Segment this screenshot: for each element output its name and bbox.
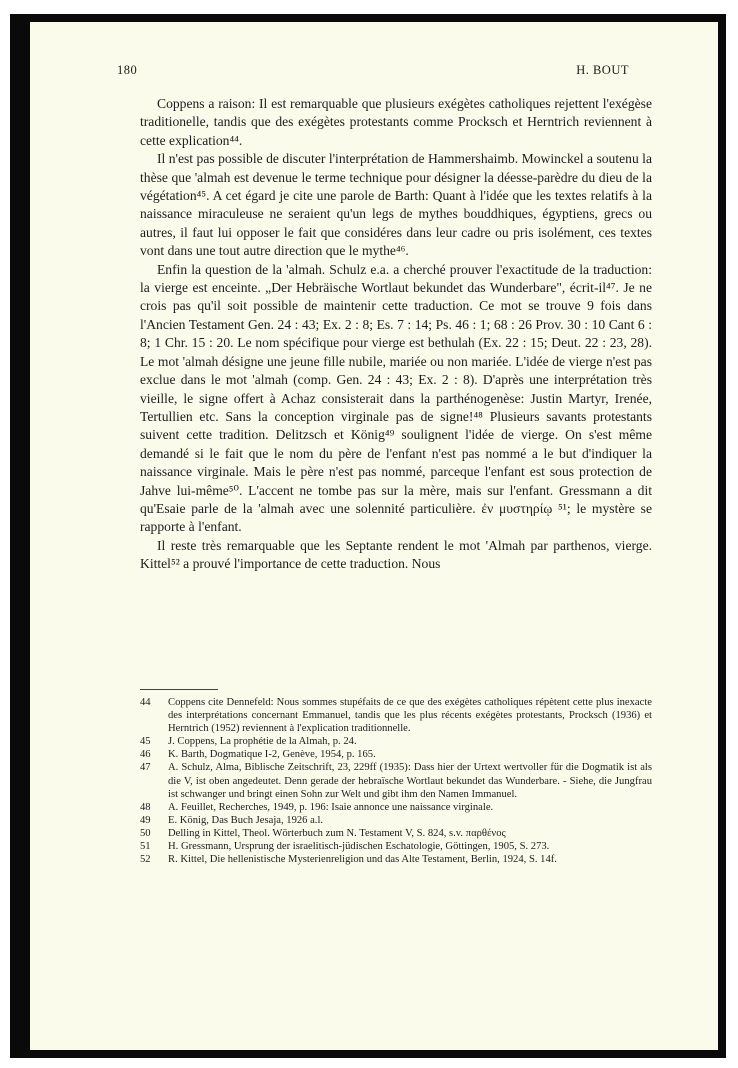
footnote-number: 47 bbox=[140, 762, 151, 774]
scan-border-left bbox=[10, 14, 30, 1058]
footnote-text: J. Coppens, La prophétie de la Almah, p. 24. bbox=[168, 736, 357, 748]
paragraph-coppens: Coppens a raison: Il est remarquable que plusieurs exégètes catholiques rejettent l'exégèse traditionelle, tandis que des exégètes protestants comme Procksch et Herntrich reviennent à cette explication⁴⁴. bbox=[140, 96, 652, 148]
scan-border-bottom bbox=[10, 1050, 726, 1058]
footnote-text: R. Kittel, Die hellenistische Mysterienreligion und das Alte Testament, Berlin, 1924, S. 14f. bbox=[168, 854, 557, 866]
footnote-text: E. König, Das Buch Jesaja, 1926 a.l. bbox=[168, 814, 324, 826]
footnote-number: 48 bbox=[140, 801, 151, 813]
page-number: 180 bbox=[117, 63, 138, 77]
footnote-text: A. Schulz, Alma, Biblische Zeitschrift, 23, 229ff (1935): Dass hier der Urtext wertvoller für die Dogmatik ist als die V, ist oben angedeutet. Denn gerade der hebraïsche Wortlaut bekundet das Wunderbare. - Siehe, die Jungfrau ist schwanger und bringt einen Sohn zur Welt und gibt ihm den Namen Immanuel. bbox=[168, 762, 652, 800]
footnote-text: K. Barth, Dogmatique I-2, Genève, 1954, p. 165. bbox=[168, 749, 376, 761]
footnote-text: A. Feuillet, Recherches, 1949, p. 196: Isaie annonce une naissance virginale. bbox=[168, 801, 494, 813]
footnote-number: 52 bbox=[140, 854, 151, 866]
paragraph-septante: Il reste très remarquable que les Septante rendent le mot 'Almah par parthenos, vierge. Kittel⁵² a prouvé l'importance de cette traduction. Nous bbox=[140, 537, 652, 572]
footnote bbox=[140, 853, 652, 866]
footnote bbox=[140, 827, 652, 840]
footnote bbox=[140, 696, 652, 735]
footnote-number: 49 bbox=[140, 814, 151, 826]
footnote bbox=[140, 801, 652, 814]
paragraph-almah: Enfin la question de la 'almah. Schulz e.a. a cherché prouver l'exactitude de la traduction: la vierge est enceinte. „Der Hebräische Wortlaut bekundet das Wunderbare", écrit-il⁴⁷. Je ne crois pas qu'il soit possible de maintenir cette traduction. Ce mot se trouve 9 fois dans l'Ancien Testament Gen. 24 : 43; Ex. 2 : 8; Es. 7 : 14; Ps. 46 : 1; 68 : 26 Prov. 30 : 10 Cant 6 : 8; 1 Chr. 15 : 20. Le nom spécifique pour vierge est bethulah (Ex. 22 : 15; Deut. 22 : 23, 28). Le mot 'almah désigne une jeune fille nubile, mariée ou non mariée. L'idée de vierge n'est pas exclue dans le mot 'almah (comp. Gen. 24 : 43; Ex. 2 : 8). D'après une interprétation très vieille, le signe offert à Achaz consisterait dans la parthénogenèse: Justin Martyr, Irenée, Tertullien etc. Sans la conception virginale pas de signe!⁴⁸ Plusieurs savants protestants suivent cette tradition. Delitzsch et König⁴⁹ soulignent l'idée de vierge. On s'est même demandé si le fait que le nom du père de l'enfant n'est pas nommé a le but d'indiquer la naissance virginale. Mais le père n'est pas nommé, parceque l'enfant est sous protection de Jahve lui-même⁵⁰. L'accent ne tombe pas sur la mère, mais sur l'enfant. Gressmann a dit qu'Esaie parle de la 'almah avec une solennité particulière. ἐν μυστηρίῳ ⁵¹; le mystère se rapporte à l'enfant. bbox=[140, 261, 652, 535]
footnote-number: 50 bbox=[140, 827, 151, 839]
footnote-text: H. Gressmann, Ursprung der israelitisch-jüdischen Eschatologie, Göttingen, 1905, S. 273. bbox=[168, 841, 550, 853]
footnote-number: 45 bbox=[140, 736, 151, 748]
footnote bbox=[140, 735, 652, 748]
footnote bbox=[140, 840, 652, 853]
footnote bbox=[140, 761, 652, 800]
footnote-number: 44 bbox=[140, 697, 151, 708]
body-text bbox=[140, 95, 652, 574]
footnote bbox=[140, 814, 652, 827]
footnote-separator bbox=[140, 689, 218, 690]
running-head-author: H. BOUT bbox=[576, 63, 629, 77]
footnote-text: Coppens cite Dennefeld: Nous sommes stupéfaits de ce que des exégètes catholiques répètent cette plus inexacte des interprétations concernant Emmanuel, tandis que les plus récents exégètes protestants, Procksch (1936) et Herntrich (1952) reviennent à l'explication traditionnelle. bbox=[168, 697, 652, 735]
footnote-number: 51 bbox=[140, 841, 151, 853]
footnotes bbox=[140, 696, 652, 866]
paragraph-hammershaimb: Il n'est pas possible de discuter l'interprétation de Hammershaimb. Mowinckel a soutenu la thèse que 'almah est devenue le terme technique pour désigner la déesse-parèdre du dieu de la végétation⁴⁵. A cet égard je cite une parole de Barth: Quant à l'idée que les textes relatifs à la naissance miraculeuse ne seraient qu'un legs de mythes bouddhiques, égyptiens, grecs ou autres, il faut lui opposer le fait que considéres dans leur cadre ou pris isolément, ces textes vont dans une tout autre direction que le mythe⁴⁶. bbox=[140, 151, 652, 259]
scan-border-top bbox=[10, 14, 726, 22]
scan-border-right bbox=[718, 14, 726, 1058]
footnote-text: Delling in Kittel, Theol. Wörterbuch zum N. Testament V, S. 824, s.v. παρθένος bbox=[168, 827, 506, 839]
footnote-number: 46 bbox=[140, 749, 151, 761]
footnote bbox=[140, 748, 652, 761]
